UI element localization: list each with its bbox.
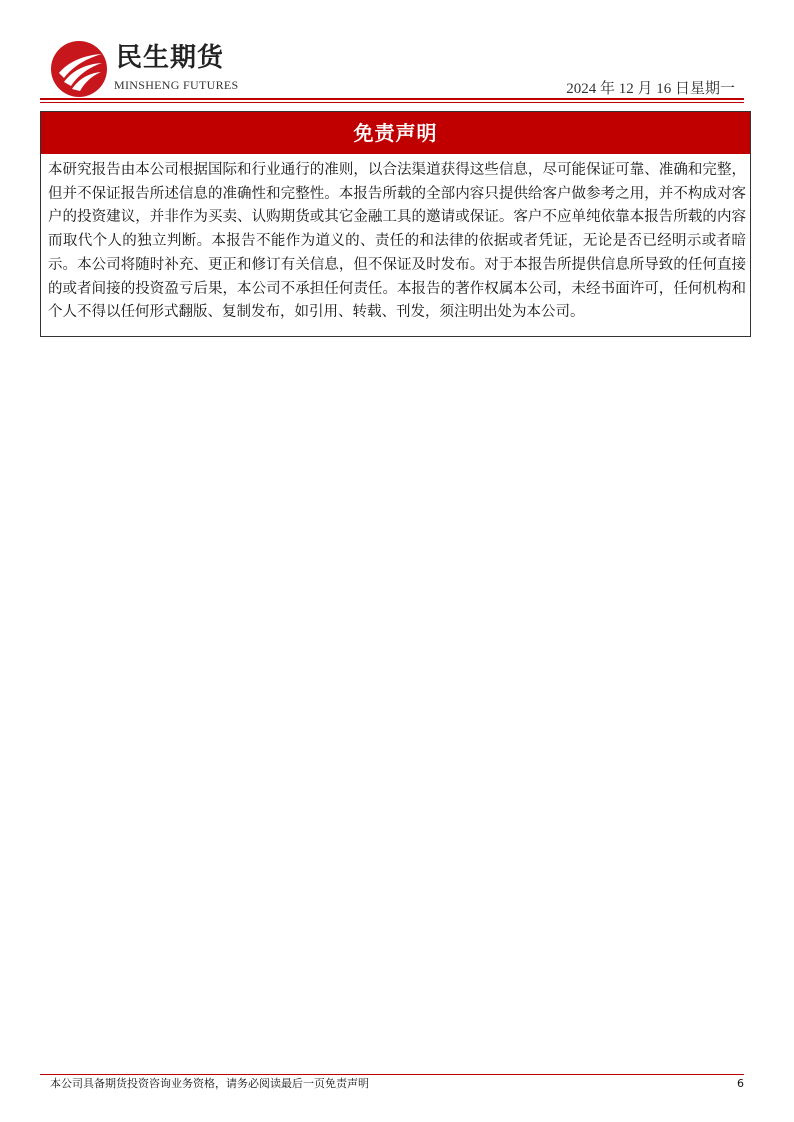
header-divider — [40, 98, 744, 100]
minsheng-futures-logo-icon — [50, 40, 108, 98]
page-number: 6 — [737, 1077, 744, 1090]
company-logo — [50, 40, 250, 96]
disclaimer-title: 免责声明 — [41, 112, 750, 154]
footer-divider — [40, 1074, 744, 1075]
disclaimer-box — [40, 111, 751, 337]
disclaimer-text: 本研究报告由本公司根据国际和行业通行的准则，以合法渠道获得这些信息，尽可能保证可靠、准确和完整，但并不保证报告所述信息的准确性和完整性。本报告所载的全部内容只提供给客户做参考之用，并不构成对客户的投资建议，并非作为买卖、认购期货或其它金融工具的邀请或保证。客户不应单纯依靠本报告所载的内容而取代个人的独立判断。本报告不能作为道义的、责任的和法律的依据或者凭证，无论是否已经明示或者暗示。本公司将随时补充、更正和修订有关信息，但不保证及时发布。对于本报告所提供信息所导致的任何直接的或者间接的投资盈亏后果，本公司不承担任何责任。本报告的著作权属本公司，未经书面许可，任何机构和个人不得以任何形式翻版、复制发布，如引用、转载、刊发，须注明出处为本公司。 — [48, 162, 746, 321]
report-date: 2024 年 12 月 16 日星期一 — [566, 81, 735, 97]
footer-note: 本公司具备期货投资咨询业务资格，请务必阅读最后一页免责声明 — [50, 1077, 369, 1090]
company-name-en: MINSHENG FUTURES — [114, 78, 239, 92]
header-divider-thin — [40, 102, 744, 103]
company-name-cn: 民生期货 — [116, 43, 225, 73]
